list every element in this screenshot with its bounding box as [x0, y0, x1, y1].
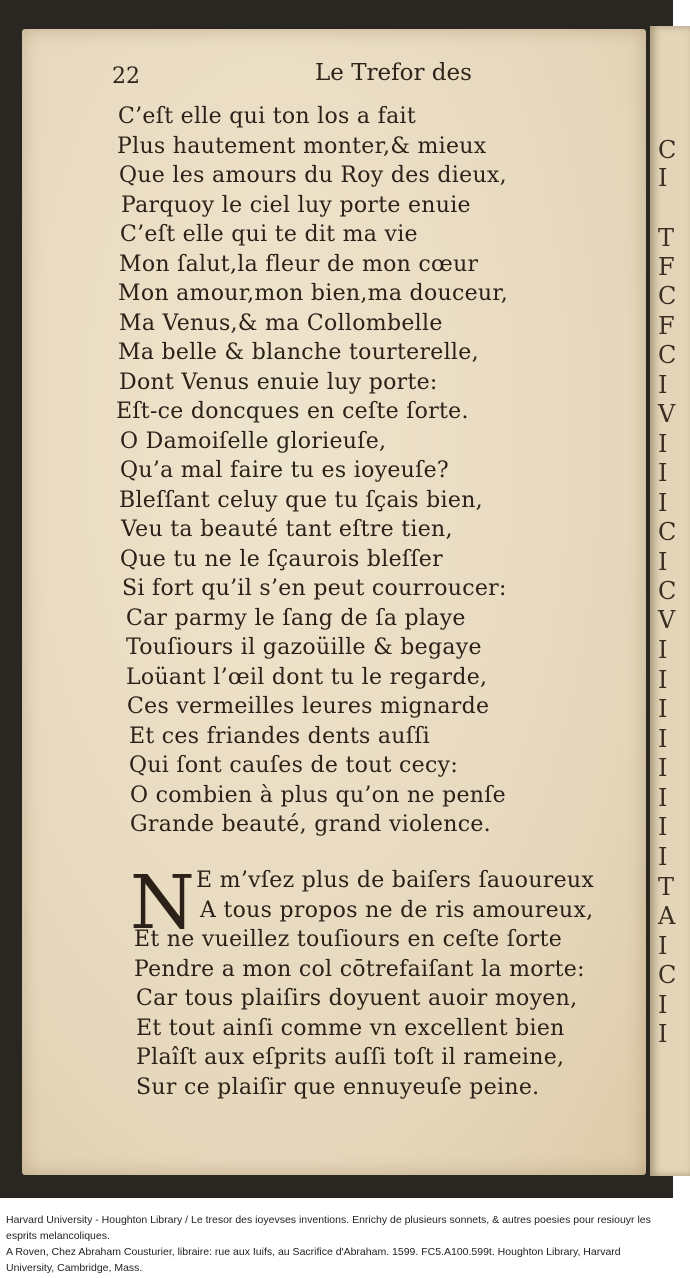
margin-letter: I: [658, 784, 668, 812]
verse-line: Eſt-ce doncques en ceſte ſorte.: [116, 399, 469, 424]
margin-letter: I: [658, 164, 668, 192]
verse-line: Qu’a mal faire tu es ioyeuſe?: [120, 458, 449, 483]
margin-letter: C: [658, 282, 677, 310]
verse-line: Sur ce plaiſir que ennuyeuſe peine.: [136, 1074, 540, 1100]
page-number: 22: [112, 64, 140, 89]
library-caption: [6, 1212, 666, 1276]
verse-line: Et ne vueillez touſiours en ceſte ſorte: [134, 927, 563, 952]
margin-letter: F: [658, 312, 675, 340]
verse-line: Car parmy le ſang de ſa playe: [126, 605, 466, 631]
margin-letter: I: [658, 991, 668, 1019]
margin-letter: T: [658, 224, 675, 252]
margin-letter: C: [658, 961, 677, 989]
margin-letter: I: [658, 725, 668, 753]
margin-letter: I: [658, 932, 668, 960]
verse-line: C’eſt elle qui ton los a fait: [118, 104, 416, 129]
margin-letter: I: [658, 666, 668, 694]
margin-letter: C: [658, 136, 677, 164]
verse-line: Ma Venus,& ma Collombelle: [119, 310, 443, 336]
margin-letter: I: [658, 548, 668, 576]
margin-letter: I: [658, 636, 668, 664]
margin-letter: I: [658, 459, 668, 487]
margin-letter: C: [658, 577, 677, 605]
verse-line: O combien à plus qu’on ne penſe: [130, 782, 507, 808]
verse-line: Plaîſt aux eſprits auſſi toſt il rameine,: [136, 1045, 565, 1070]
verse-line: Ma belle & blanche tourterelle,: [118, 340, 479, 365]
verse-line: Et ces friandes dents auſſi: [129, 723, 430, 749]
verse-line: Qui ſont cauſes de tout cecy:: [129, 753, 459, 778]
margin-letter: I: [658, 754, 668, 782]
margin-letter: I: [658, 843, 668, 871]
verse-line: C’eſt elle qui te dit ma vie: [120, 222, 418, 247]
verse-line: Pendre a mon col cōtrefaiſant la morte:: [134, 956, 585, 982]
caption-line-2: A Roven, Chez Abraham Cousturier, libraire: rue aux Iuifs, au Sacrifice d'Abraham. 1599. FC5.A100.599t. Houghton Library, Harvard University, Cambridge, Mass.: [6, 1246, 621, 1274]
verse-line: Bleſſant celuy que tu ſçais bien,: [119, 487, 483, 513]
verse-line: Dont Venus enuie luy porte:: [119, 369, 438, 395]
verse-line: Plus hautement monter,& mieux: [117, 133, 487, 159]
margin-letter: V: [658, 606, 676, 634]
verse-line: Touſiours il gazoüille & begaye: [126, 635, 482, 660]
margin-letter: A: [658, 902, 676, 930]
verse-line: Mon ſalut,la fleur de mon cœur: [119, 251, 479, 277]
verse-line: A tous propos ne de ris amoureux,: [200, 897, 594, 923]
verse-line: Et tout ainſi comme vn excellent bien: [136, 1015, 565, 1041]
margin-letter: I: [658, 430, 668, 458]
margin-letter: I: [658, 695, 668, 723]
margin-letter: I: [658, 1020, 668, 1048]
drop-capital: N: [130, 860, 195, 946]
margin-letter: C: [658, 518, 677, 546]
verse-line: Loüant l’œil dont tu le regarde,: [126, 664, 488, 690]
verse-line: Parquoy le ciel luy porte enuie: [121, 192, 471, 218]
verse-line: E m’vſez plus de baiſers ſauoureux: [196, 868, 595, 893]
verse-line: Que les amours du Roy des dieux,: [119, 163, 507, 188]
margin-letter: I: [658, 371, 668, 399]
margin-letter: C: [658, 341, 677, 369]
margin-letter: F: [658, 253, 675, 281]
verse-line: Mon amour,mon bien,ma douceur,: [118, 281, 509, 306]
verse-line: Grande beauté, grand violence.: [130, 812, 491, 837]
margin-letter: I: [658, 489, 668, 517]
running-head: Le Trefor des: [315, 60, 472, 86]
margin-letter: T: [658, 873, 675, 901]
verse-line: O Damoiſelle glorieuſe,: [120, 428, 387, 454]
margin-letter: I: [658, 813, 668, 841]
verse-line: Si fort qu’il s’en peut courroucer:: [122, 576, 507, 601]
verse-line: Ces vermeilles leures mignarde: [127, 694, 490, 719]
verse-line: Car tous plaiſirs doyuent auoir moyen,: [136, 986, 578, 1011]
verse-line: Veu ta beauté tant eſtre tien,: [121, 517, 453, 542]
caption-line-1: Harvard University - Houghton Library / Le tresor des ioyevses inventions. Enrichy de plusieurs sonnets, & autres poesies pour resiouyr les esprits melancoliques.: [6, 1214, 651, 1242]
margin-letter: V: [658, 400, 676, 428]
verse-line: Que tu ne le ſçaurois bleſſer: [120, 546, 443, 572]
